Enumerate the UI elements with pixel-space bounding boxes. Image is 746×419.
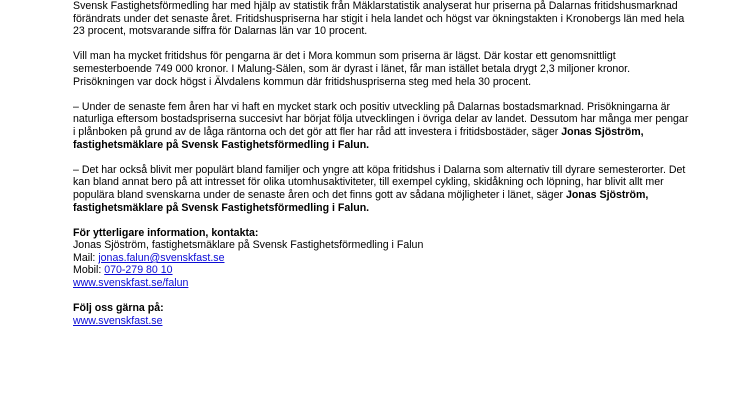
follow-heading-text: Följ oss gärna på: [73,302,164,315]
contact-website-line [73,277,693,290]
follow-heading [73,302,693,315]
contact-name: Jonas Sjöström, fastighetsmäklare på Svensk Fastighetsförmedling i Falun [73,239,424,252]
follow-section [73,302,693,327]
website-falun-link[interactable]: www.svenskfast.se/falun [73,277,189,290]
mail-label: Mail: [73,251,99,264]
paragraph-mora [73,50,693,88]
paragraph-intro [73,0,693,38]
quote-1-text: – Under de senaste fem åren har vi haft en mycket stark och positiv utveckling på Dalarnas bostadsmarknad. Prisökningarna är naturliga eftersom bostadspriserna succesivt har börjat följa utvecklingen i övriga delar av landet. Dessutom har många mer pengar i plånboken på grund av de låga räntorna och det gör att fler har råd att investera i fritidsbostäder, säger [73,100,689,138]
press-release-document [73,0,693,327]
paragraph-quote-1 [73,101,693,151]
mobile-link[interactable]: 070-279 80 10 [104,264,173,277]
contact-mail-line [73,252,693,265]
contact-heading-text: För ytterligare information, kontakta: [73,226,259,239]
paragraph-quote-2 [73,164,693,214]
website-link[interactable]: www.svenskfast.se [73,314,163,327]
follow-website-line [73,315,693,328]
contact-section [73,227,693,290]
quote-1-attribution: Jonas Sjöström, fastighetsmäklare på Svensk Fastighetsförmedling i Falun. [73,125,644,151]
mobile-label: Mobil: [73,264,105,277]
contact-heading [73,227,693,240]
contact-mobile-line [73,264,693,277]
paragraph-intro-text: Svensk Fastighetsförmedling har med hjälp av statistik från Mäklarstatistik analyserat hur priserna på Dalarnas fritidshusmarknad förändrats under det senaste året. Fritidshuspriserna har stigit i hela landet och högst var ökningstakten i Kronobergs län med hela 23 procent, motsvarande siffra för Dalarnas län var 10 procent. [73,0,685,38]
mail-link[interactable]: jonas.falun@svenskfast.se [98,251,225,264]
quote-2-attribution: Jonas Sjöström, fastighetsmäklare på Svensk Fastighetsförmedling i Falun. [73,188,649,214]
paragraph-mora-text: Vill man ha mycket fritidshus för pengarna är det i Mora kommun som priserna är lägst. Där kostar ett genomsnittligt semesterboende 749 000 kronor. I Malung-Sälen, som är dyrast i länet, får man istället betala drygt 2,3 miljoner kronor. Prisökningen var dock högst i Älvdalens kommun där fritidshuspriserna steg med hela 30 procent. [73,50,631,88]
quote-2-text: – Det har också blivit mer populärt bland familjer och yngre att köpa fritidshus i Dalarna som alternativ till dyrare semesterorter. Det kan bland annat bero på att intresset för olika utomhusaktiviteter, till exempel cykling, skidåkning och löpning, har blivit allt mer populära bland svenskarna under de senaste åren och det finns gott av sådana möjligheter i länet, säger [73,163,686,201]
section-gap [73,290,693,303]
